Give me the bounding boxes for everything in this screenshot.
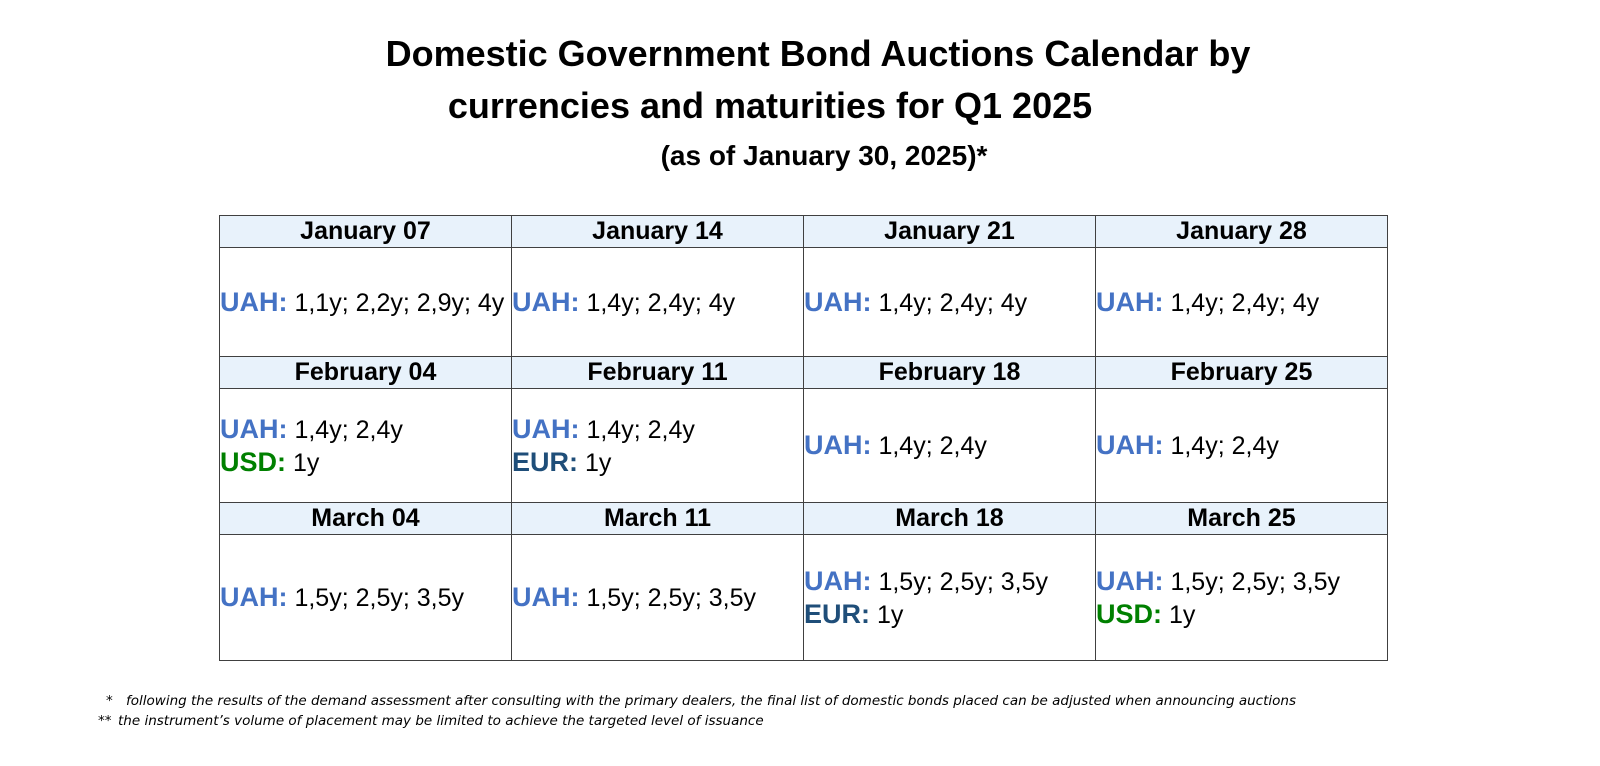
maturities-text: 1,4y; 2,4y — [871, 432, 987, 460]
currency-label-uah: UAH: — [1096, 565, 1164, 596]
maturities-text: 1,4y; 2,4y — [287, 415, 403, 444]
currency-line — [804, 286, 1095, 319]
maturities-cell — [1096, 389, 1388, 503]
currency-label-uah: UAH: — [220, 582, 288, 612]
maturities-text: 1y — [286, 448, 320, 477]
footnote-2-text: the instrument’s volume of placement may be limited to achieve the targeted level of issuance — [118, 713, 764, 729]
maturities-cell — [220, 535, 512, 661]
footnote-1 — [106, 693, 1296, 709]
maturities-cell — [1096, 248, 1388, 357]
auction-calendar-table — [219, 215, 1388, 661]
currency-line — [220, 286, 511, 319]
auction-date: February 04 — [220, 357, 512, 389]
maturities-cell — [512, 248, 804, 357]
maturities-cell — [220, 389, 512, 503]
currency-line — [1096, 598, 1387, 631]
auction-date: January 21 — [804, 216, 1096, 248]
currency-label-uah: UAH: — [512, 413, 580, 444]
currency-line — [220, 413, 511, 446]
maturities-cell — [1096, 535, 1388, 661]
maturities-cell — [804, 389, 1096, 503]
auction-date: February 18 — [804, 357, 1096, 389]
maturities-text: 1,5y; 2,5y; 3,5y — [287, 584, 464, 612]
currency-label-uah: UAH: — [1096, 286, 1164, 317]
auction-date: March 25 — [1096, 503, 1388, 535]
auction-date: January 07 — [220, 216, 512, 248]
currency-line — [512, 286, 803, 319]
subtitle: (as of January 30, 2025)* — [660, 140, 988, 171]
currency-label-uah: UAH: — [220, 413, 288, 444]
footnote-1-text: following the results of the demand assessment after consulting with the primary dealers, the final list of domestic bonds placed can be adjusted when announcing auctions — [126, 693, 1296, 709]
auction-date: January 14 — [512, 216, 804, 248]
currency-line — [1096, 286, 1387, 319]
date-header-row — [220, 503, 1388, 535]
currency-line — [804, 565, 1095, 598]
auction-date: March 04 — [220, 503, 512, 535]
maturities-text: 1,1y; 2,2y; 2,9y; 4y — [287, 288, 505, 317]
currency-label-uah: UAH: — [512, 582, 580, 612]
currency-label-uah: UAH: — [804, 565, 872, 596]
auction-date: January 28 — [1096, 216, 1388, 248]
maturities-row — [220, 248, 1388, 357]
currency-line — [804, 429, 1095, 462]
currency-line — [1096, 565, 1387, 598]
maturities-cell — [512, 389, 804, 503]
maturities-text: 1,4y; 2,4y; 4y — [871, 288, 1028, 317]
currency-label-uah: UAH: — [512, 286, 580, 317]
maturities-cell — [804, 248, 1096, 357]
date-header-row — [220, 216, 1388, 248]
currency-line — [220, 581, 511, 614]
currency-line — [804, 598, 1095, 631]
currency-line — [512, 413, 803, 446]
maturities-text: 1y — [1162, 600, 1196, 629]
title-line-2: currencies and maturities for Q1 2025 — [447, 85, 1093, 126]
currency-label-usd: USD: — [220, 446, 286, 477]
currency-line — [1096, 429, 1387, 462]
maturities-row — [220, 535, 1388, 661]
currency-label-eur: EUR: — [512, 446, 578, 477]
footnote-2 — [98, 713, 764, 729]
maturities-text: 1,4y; 2,4y; 4y — [579, 288, 736, 317]
currency-label-uah: UAH: — [1096, 430, 1164, 460]
maturities-cell — [512, 535, 804, 661]
currency-label-uah: UAH: — [804, 430, 872, 460]
maturities-text: 1,5y; 2,5y; 3,5y — [1163, 567, 1340, 596]
currency-label-uah: UAH: — [804, 286, 872, 317]
maturities-text: 1,4y; 2,4y; 4y — [1163, 288, 1320, 317]
date-header-row — [220, 357, 1388, 389]
maturities-cell — [220, 248, 512, 357]
maturities-cell — [804, 535, 1096, 661]
auction-date: February 11 — [512, 357, 804, 389]
currency-label-usd: USD: — [1096, 598, 1162, 629]
maturities-text: 1,4y; 2,4y — [1163, 432, 1279, 460]
maturities-text: 1,5y; 2,5y; 3,5y — [871, 567, 1048, 596]
currency-line — [220, 446, 511, 479]
currency-line — [512, 446, 803, 479]
auction-date: March 18 — [804, 503, 1096, 535]
currency-label-uah: UAH: — [220, 286, 288, 317]
maturities-text: 1,5y; 2,5y; 3,5y — [579, 584, 756, 612]
footnote-1-mark: * — [106, 693, 113, 709]
auction-date: February 25 — [1096, 357, 1388, 389]
maturities-text: 1y — [578, 448, 612, 477]
title-line-1: Domestic Government Bond Auctions Calendar by — [385, 33, 1251, 74]
maturities-row — [220, 389, 1388, 503]
auction-date: March 11 — [512, 503, 804, 535]
footnote-2-mark: ** — [98, 713, 112, 729]
maturities-text: 1,4y; 2,4y — [579, 415, 695, 444]
currency-line — [512, 581, 803, 614]
maturities-text: 1y — [870, 600, 904, 629]
currency-label-eur: EUR: — [804, 598, 870, 629]
